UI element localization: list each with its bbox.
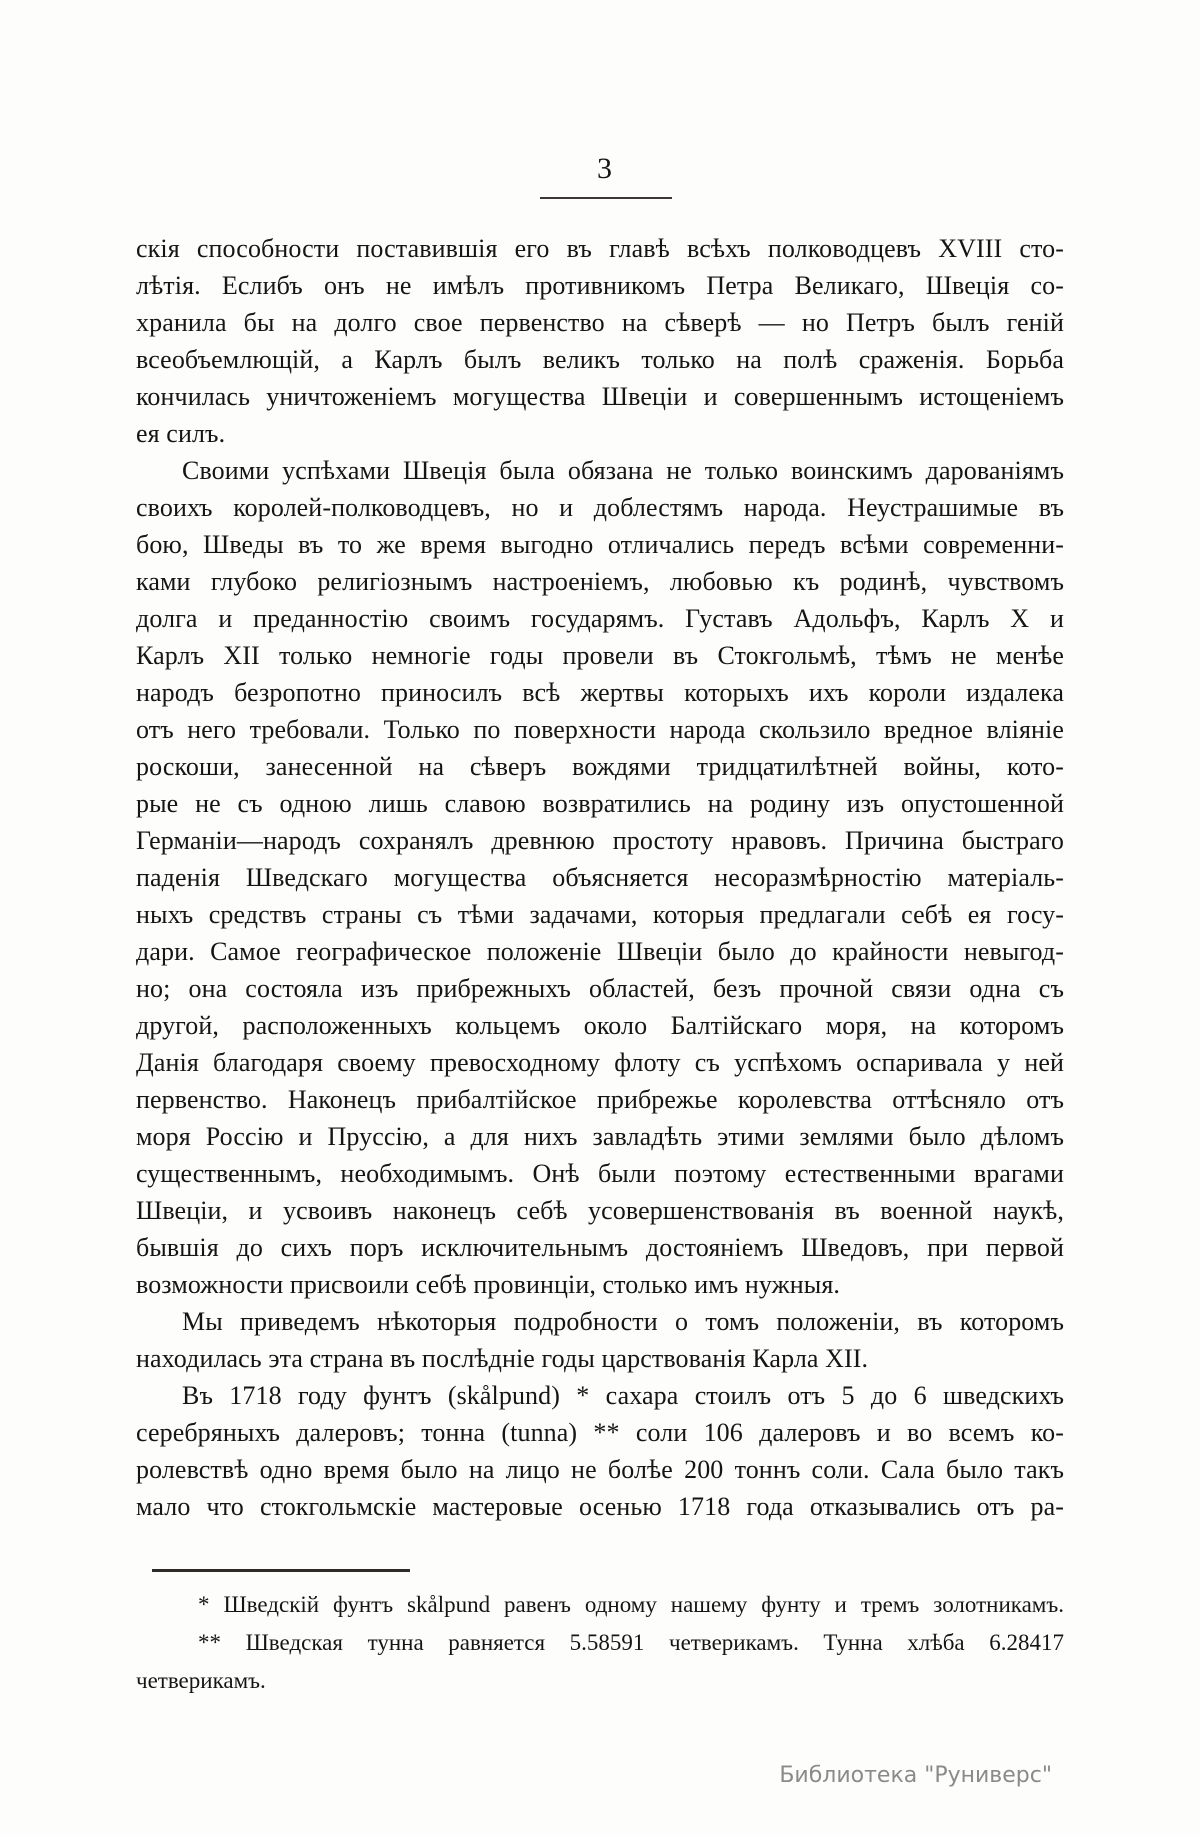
text-line: ками глубоко религіознымъ настроеніемъ, любовью къ родинѣ, чувствомъ [136, 567, 1064, 596]
text-line: паденія Шведскаго могущества объясняется несоразмѣрностію матеріаль- [136, 863, 1064, 892]
text-line: дари. Самое географическое положеніе Швеціи было до крайности невыгод- [136, 937, 1064, 966]
text-line: лѣтія. Еслибъ онъ не имѣлъ противникомъ Петра Великаго, Швеція со- [136, 271, 1064, 300]
text-line: отъ него требовали. Только по поверхности народа скользило вредное вліяніе [136, 715, 1064, 744]
text-line: находилась эта страна въ послѣдніе годы царствованія Карла XII. [136, 1344, 869, 1373]
text-line: возможности присвоили себѣ провинціи, столько имъ нужныя. [136, 1270, 840, 1299]
text-line: долга и преданностію своимъ государямъ. Густавъ Адольфъ, Карлъ X и [136, 604, 1064, 633]
text-line: мало что стокгольмскіе мастеровые осенью 1718 года отказывались отъ ра- [136, 1492, 1064, 1521]
text-line: но; она состояла изъ прибрежныхъ областей, безъ прочной связи одна съ [136, 974, 1064, 1003]
text-line: рые не съ одною лишь славою возвратились на родину изъ опустошенной [136, 789, 1064, 818]
text-line: другой, расположенныхъ кольцемъ около Балтійскаго моря, на которомъ [136, 1011, 1064, 1040]
text-line: моря Россію и Пруссію, а для нихъ завладѣть этими землями было дѣломъ [136, 1122, 1064, 1151]
text-line: ролевствѣ одно время было на лицо не болѣе 200 тоннъ соли. Сала было такъ [136, 1455, 1064, 1484]
body-text [136, 230, 1064, 1525]
footnote-line: ** Шведская тунна равняется 5.58591 четверикамъ. Тунна хлѣба 6.28417 [198, 1630, 1064, 1655]
text-line: Карлъ XII только немногіе годы провели въ Стокгольмѣ, тѣмъ не менѣе [136, 641, 1064, 670]
footnotes [136, 1586, 1064, 1700]
text-line: скія способности поставившія его въ главѣ всѣхъ полководцевъ XVIII сто- [136, 234, 1064, 263]
text-line: роскоши, занесенной на сѣверъ вождями тридцатилѣтней войны, кото- [136, 752, 1064, 781]
text-line: серебряныхъ далеровъ; тонна (tunna) ** соли 106 далеровъ и во всемъ ко- [136, 1418, 1064, 1447]
library-watermark: Библиотека "Руниверс" [779, 1763, 1052, 1788]
text-line: бывшія до сихъ поръ исключительнымъ достояніемъ Шведовъ, при первой [136, 1233, 1064, 1262]
footnote-line: четверикамъ. [136, 1668, 266, 1693]
text-line: всеобъемлющій, а Карлъ былъ великъ только на полѣ сраженія. Борьба [136, 345, 1064, 374]
text-line: Швеціи, и усвоивъ наконецъ себѣ усовершенствованія въ военной наукѣ, [136, 1196, 1064, 1225]
text-line: Германіи—народъ сохранялъ древнюю простоту нравовъ. Причина быстраго [136, 826, 1064, 855]
text-line: первенство. Наконецъ прибалтійское прибрежье королевства оттѣсняло отъ [136, 1085, 1064, 1114]
text-line: Въ 1718 году фунтъ (skålpund) * сахара стоилъ отъ 5 до 6 шведскихъ [182, 1381, 1064, 1410]
page-number: 3 [597, 152, 613, 185]
text-line: существеннымъ, необходимымъ. Онѣ были поэтому естественными врагами [136, 1159, 1064, 1188]
text-line: хранила бы на долго свое первенство на сѣверѣ — но Петръ былъ геній [136, 308, 1064, 337]
text-line: народъ безропотно приносилъ всѣ жертвы которыхъ ихъ короли издалека [136, 678, 1064, 707]
text-line: Данія благодаря своему превосходному флоту съ успѣхомъ оспаривала у ней [136, 1048, 1064, 1077]
footnote-line: * Шведскій фунтъ skålpund равенъ одному нашему фунту и тремъ золотникамъ. [198, 1592, 1064, 1617]
text-line: Своими успѣхами Швеція была обязана не только воинскимъ дарованіямъ [182, 456, 1064, 485]
text-line: Мы приведемъ нѣкоторыя подробности о томъ положеніи, въ которомъ [182, 1307, 1064, 1336]
text-line: ныхъ средствъ страны съ тѣми задачами, которыя предлагали себѣ ея госу- [136, 900, 1064, 929]
text-line: бою, Шведы въ то же время выгодно отличались передъ всѣми современни- [136, 530, 1064, 559]
text-line: своихъ королей-полководцевъ, но и доблестямъ народа. Неустрашимые въ [136, 493, 1064, 522]
header-rule [540, 197, 672, 199]
footnote-separator-rule [152, 1569, 410, 1572]
text-line: ея силъ. [136, 419, 226, 448]
text-line: кончилась уничтоженіемъ могущества Швеціи и совершеннымъ истощеніемъ [136, 382, 1064, 411]
